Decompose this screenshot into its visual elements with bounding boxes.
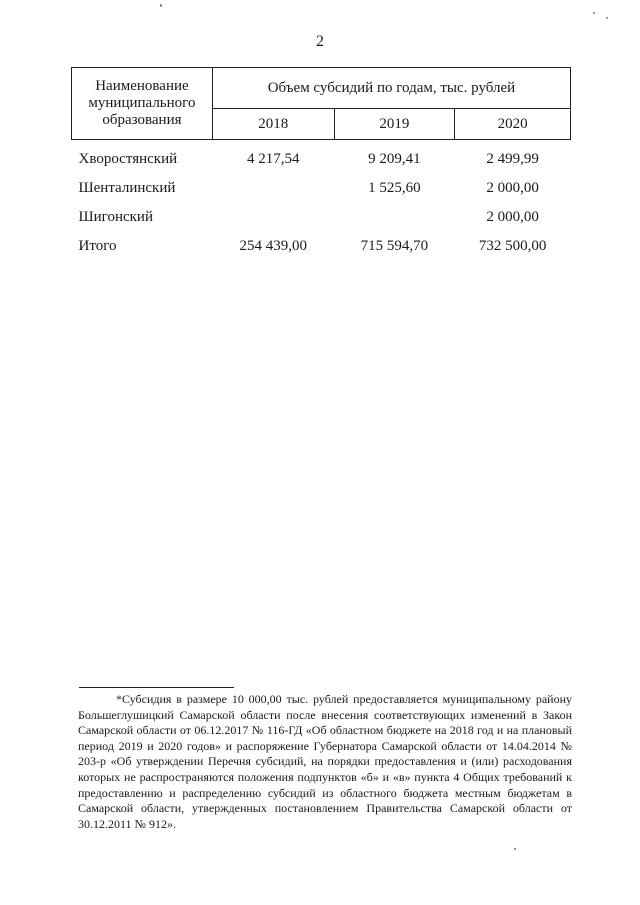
header-year: 2018 [212, 109, 334, 140]
header-year: 2019 [334, 109, 455, 140]
page-number: 2 [316, 33, 324, 50]
scan-speck [514, 848, 516, 850]
total-value: 732 500,00 [478, 238, 547, 254]
footnote: *Субсидия в размере 10 000,00 тыс. рублей предоставляется муниципальному району Большеглушицкий Самарской области после внесения соответствующих изменений в Закон Самарской области от 06.12.2017 № 116-ГД «Об областном бюджете на 2018 год и на плановый период 2019 и 2020 годов» и распоряжение Губернатора Самарской области от 14.04.2014 № 203-р «Об утверждении Перечня субсидий, на порядки предоставления и (или) расходования которых не распространяются положения подпунктов «б» и «в» пункта 4 Общих требований к предоставлению и распределению субсидий из областного бюджета местным бюджетам в Самарской области, утвержденных постановлением Правительства Самарской области от 30.12.2011 № 912». [78, 692, 572, 831]
value-cell [212, 174, 334, 203]
value-cell: 2 000,00 [486, 209, 539, 225]
header-year: 2020 [455, 109, 571, 140]
scan-speck [606, 17, 608, 19]
value-cell: 4 217,54 [246, 151, 300, 167]
value-cell: 1 525,60 [368, 180, 421, 196]
value-cell: 9 209,41 [368, 151, 421, 167]
value-cell [334, 203, 455, 232]
header-subsidy-volume: Объем субсидий по годам, тыс. рублей [212, 68, 570, 109]
scan-speck [160, 4, 162, 7]
municipality-name: Хворостянский [78, 151, 178, 167]
scan-speck [593, 12, 595, 14]
value-cell [212, 203, 334, 232]
total-value: 715 594,70 [360, 238, 429, 254]
total-label: Итого [78, 238, 117, 254]
value-cell: 2 499,99 [486, 151, 539, 167]
value-cell: 2 000,00 [486, 180, 539, 196]
table-header-row [72, 68, 571, 109]
footnote-separator [79, 687, 234, 688]
municipality-name: Шенталинский [78, 180, 176, 196]
table-row [72, 203, 571, 232]
total-value: 254 439,00 [239, 238, 307, 254]
table-row [72, 145, 571, 174]
header-municipality: Наименование муниципального образования [72, 68, 213, 140]
table-row-total [72, 232, 571, 261]
municipality-name: Шигонский [78, 209, 153, 225]
subsidy-table [71, 67, 571, 261]
table-row [72, 174, 571, 203]
